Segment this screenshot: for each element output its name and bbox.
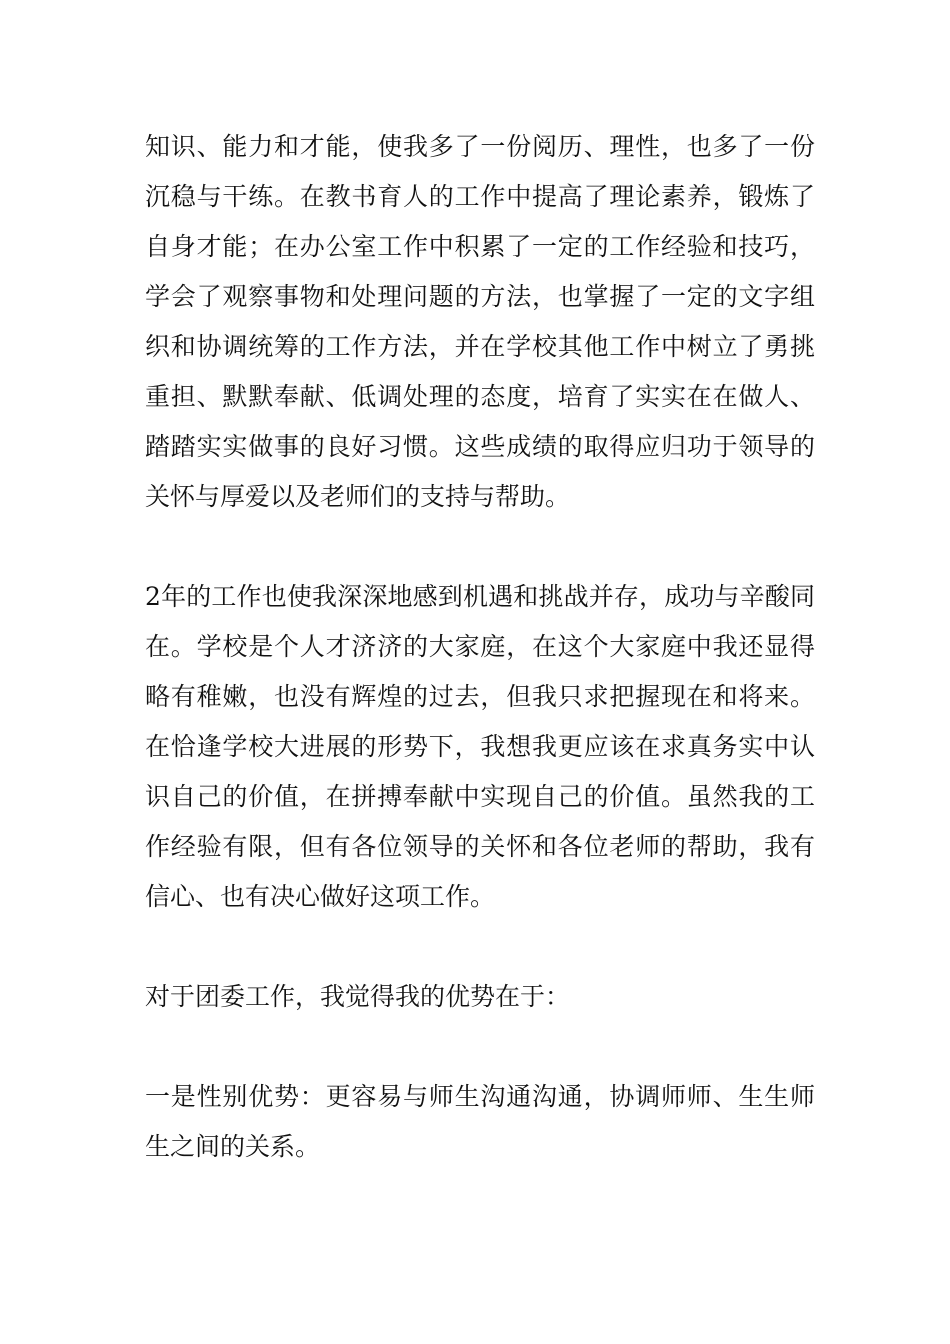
paragraph-1: 知识、能力和才能，使我多了一份阅历、理性，也多了一份沉稳与干练。在教书育人的工作中提高了理论素养，锻炼了自身才能；在办公室工作中积累了一定的工作经验和技巧，学会了观察事物和处理问题的方法，也掌握了一定的文字组织和协调统筹的工作方法，并在学校其他工作中树立了勇挑重担、默默奉献、低调处理的态度，培育了实实在在做人、踏踏实实做事的良好习惯。这些成绩的取得应归功于领导的关怀与厚爱以及老师们的支持与帮助。	[145, 132, 815, 511]
paragraph-2: 2年的工作也使我深深地感到机遇和挑战并存，成功与辛酸同在。学校是个人才济济的大家庭，在这个大家庭中我还显得略有稚嫩，也没有辉煌的过去，但我只求把握现在和将来。在恰逢学校大进展的形势下，我想我更应该在求真务实中认识自己的价值，在拼搏奉献中实现自己的价值。虽然我的工作经验有限，但有各位领导的关怀和各位老师的帮助，我有信心、也有决心做好这项工作。	[145, 582, 815, 911]
paragraph-4: 一是性别优势：更容易与师生沟通沟通，协调师师、生生师生之间的关系。	[145, 1082, 815, 1161]
document-body	[145, 122, 815, 1222]
paragraph-3: 对于团委工作，我觉得我的优势在于：	[145, 982, 571, 1011]
